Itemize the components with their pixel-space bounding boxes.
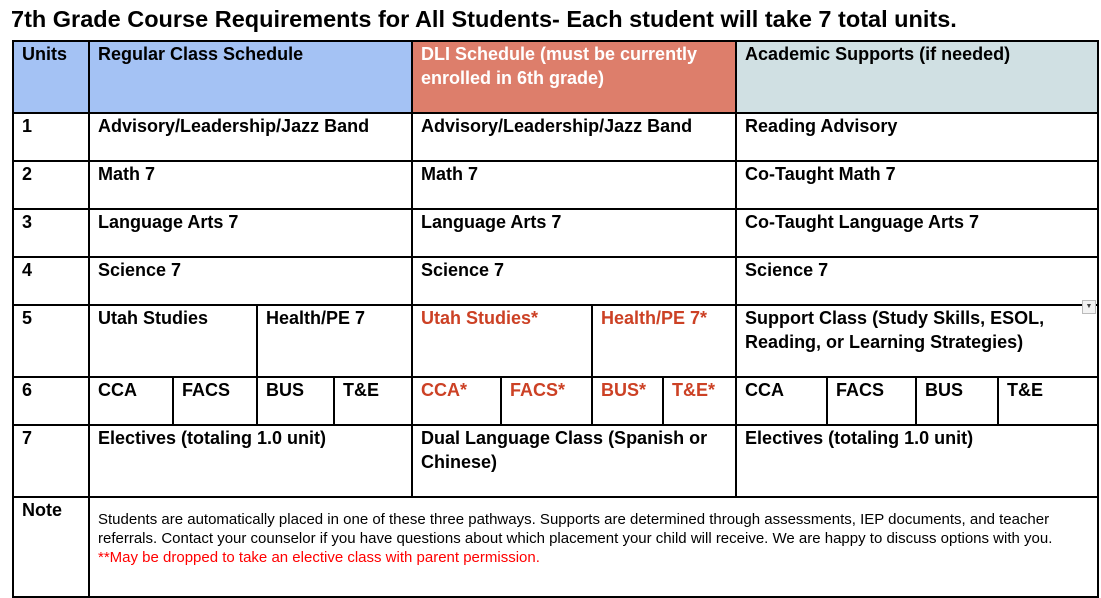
table-row — [13, 257, 1098, 305]
header-row — [13, 41, 1098, 113]
dli-course: Math 7 — [412, 161, 736, 209]
unit-number: 1 — [13, 113, 89, 161]
support-course-facs: FACS — [827, 377, 916, 425]
unit-number: 2 — [13, 161, 89, 209]
page-title: 7th Grade Course Requirements for All Students- Each student will take 7 total units. — [11, 6, 957, 32]
unit-number: 4 — [13, 257, 89, 305]
table-row — [13, 209, 1098, 257]
dli-course-facs: FACS* — [501, 377, 592, 425]
regular-course-utah-studies: Utah Studies — [89, 305, 257, 377]
header-regular-schedule: Regular Class Schedule — [89, 41, 412, 113]
support-course: Co-Taught Language Arts 7 — [736, 209, 1098, 257]
table-row — [13, 161, 1098, 209]
unit-number: 5 — [13, 305, 89, 377]
regular-course: Math 7 — [89, 161, 412, 209]
dli-course: Advisory/Leadership/Jazz Band — [412, 113, 736, 161]
note-label: Note — [13, 497, 89, 597]
note-red-text: **May be dropped to take an elective class with parent permission. — [98, 549, 540, 566]
note-cell — [89, 497, 1098, 597]
note-text: Students are automatically placed in one of these three pathways. Supports are determined through assessments, IEP documents, and teacher referrals. Contact your counselor if you have questions about which placement your child will receive. We are happy to discuss options with you. — [98, 511, 1053, 547]
support-course: Support Class (Study Skills, ESOL, Reading, or Learning Strategies) — [736, 305, 1098, 377]
regular-course-bus: BUS — [257, 377, 334, 425]
support-course: Electives (totaling 1.0 unit) — [736, 425, 1098, 497]
table-row — [13, 305, 1098, 377]
dli-course-cca: CCA* — [412, 377, 501, 425]
dli-course: Dual Language Class (Spanish or Chinese) — [412, 425, 736, 497]
regular-course-cca: CCA — [89, 377, 173, 425]
support-course: Co-Taught Math 7 — [736, 161, 1098, 209]
regular-course-te: T&E — [334, 377, 412, 425]
support-course: Reading Advisory — [736, 113, 1098, 161]
support-course: Science 7 — [736, 257, 1098, 305]
table-row — [13, 377, 1098, 425]
regular-course: Electives (totaling 1.0 unit) — [89, 425, 412, 497]
dli-course-utah-studies: Utah Studies* — [412, 305, 592, 377]
header-academic-supports: Academic Supports (if needed) — [736, 41, 1098, 113]
dli-course-health-pe: Health/PE 7* — [592, 305, 736, 377]
dli-course: Language Arts 7 — [412, 209, 736, 257]
regular-course: Science 7 — [89, 257, 412, 305]
regular-course: Advisory/Leadership/Jazz Band — [89, 113, 412, 161]
note-row — [13, 497, 1098, 597]
dli-course-bus: BUS* — [592, 377, 663, 425]
unit-number: 7 — [13, 425, 89, 497]
table-row — [13, 113, 1098, 161]
table-row — [13, 425, 1098, 497]
header-dli-schedule: DLI Schedule (must be currently enrolled in 6th grade) — [412, 41, 736, 113]
dli-course: Science 7 — [412, 257, 736, 305]
regular-course-facs: FACS — [173, 377, 257, 425]
regular-course-health-pe: Health/PE 7 — [257, 305, 412, 377]
unit-number: 6 — [13, 377, 89, 425]
support-course-bus: BUS — [916, 377, 998, 425]
support-course-te: T&E — [998, 377, 1098, 425]
header-units: Units — [13, 41, 89, 113]
regular-course: Language Arts 7 — [89, 209, 412, 257]
support-course-cca: CCA — [736, 377, 827, 425]
course-requirements-table — [12, 40, 1099, 598]
dli-course-te: T&E* — [663, 377, 736, 425]
unit-number: 3 — [13, 209, 89, 257]
dropdown-arrow-icon[interactable]: ▼ — [1082, 300, 1096, 314]
